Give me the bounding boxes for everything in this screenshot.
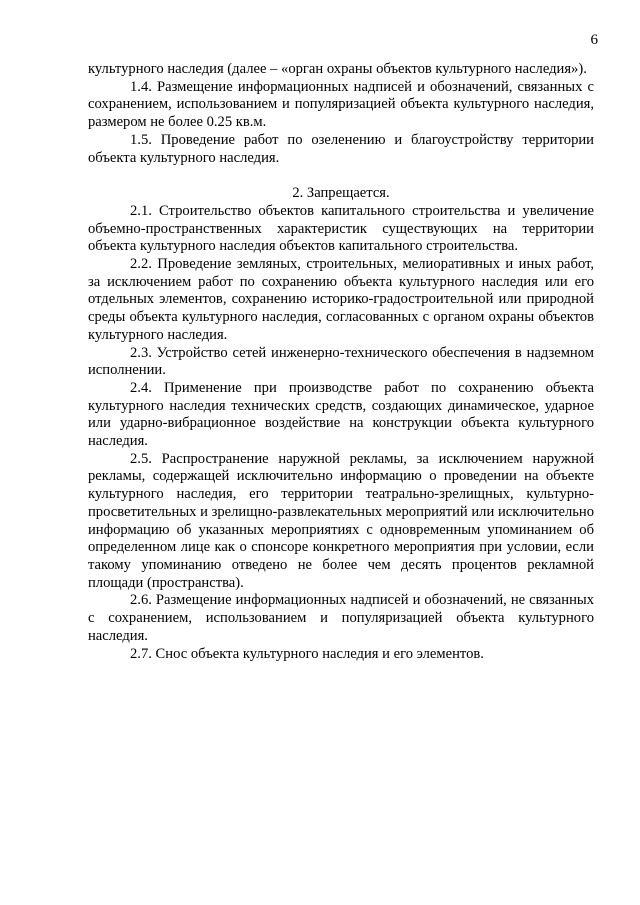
intro-paragraph: культурного наследия (далее – «орган охраны объектов культурного наследия»). [88,61,587,77]
page-number: 6 [590,32,598,48]
prohibited-item-2-3: 2.3. Устройство сетей инженерно-технического обеспечения в надземном исполнении. [88,344,594,379]
section-heading-prohibited: 2. Запрещается. [292,185,390,202]
prohibited-item-2-1: 2.1. Строительство объектов капитального строительства и увеличение объемно-пространственных характеристик существующих на территории объекта культурного наследия объектов капитального строительства. [88,202,594,255]
prohibited-item-2-2: 2.2. Проведение земляных, строительных, мелиоративных и иных работ, за исключением работ по сохранению объекта культурного наследия или его отдельных элементов, сохранению историко-градостроительной или природной среды объекта культурного наследия, согласованных с органом охраны объектов культурного наследия. [88,256,594,343]
prohibited-item-2-7: 2.7. Снос объекта культурного наследия и его элементов. [130,645,484,662]
prohibited-item-2-4: 2.4. Применение при производстве работ по сохранению объекта культурного наследия технических средств, создающих динамическое, ударное или ударно-вибрационное воздействие на конструкции объекта культурного наследия. [88,379,594,450]
document-body [88,61,594,663]
permitted-item-1-4: 1.4. Размещение информационных надписей и обозначений, связанных с сохранением, использованием и популяризацией объекта культурного наследия, размером не более 0.25 кв.м. [88,78,594,131]
prohibited-item-2-6: 2.6. Размещение информационных надписей и обозначений, не связанных с сохранением, использованием и популяризацией объекта культурного наследия. [88,592,594,644]
prohibited-item-2-5: 2.5. Распространение наружной рекламы, за исключением наружной рекламы, содержащей исключительно информацию о проведении на объекте культурного наследия, его территории театрально-зрелищных, культурно-просветительных и зрелищно-развлекательных мероприятий или исключительно информацию об указанных мероприятиях с одновременным упоминанием об определенном лице как о спонсоре конкретного мероприятия при условии, если такому упоминанию отведено не более чем десять процентов рекламной площади (пространства). [88,450,594,591]
permitted-item-1-5: 1.5. Проведение работ по озеленению и благоустройству территории объекта культурного наследия. [88,131,594,166]
